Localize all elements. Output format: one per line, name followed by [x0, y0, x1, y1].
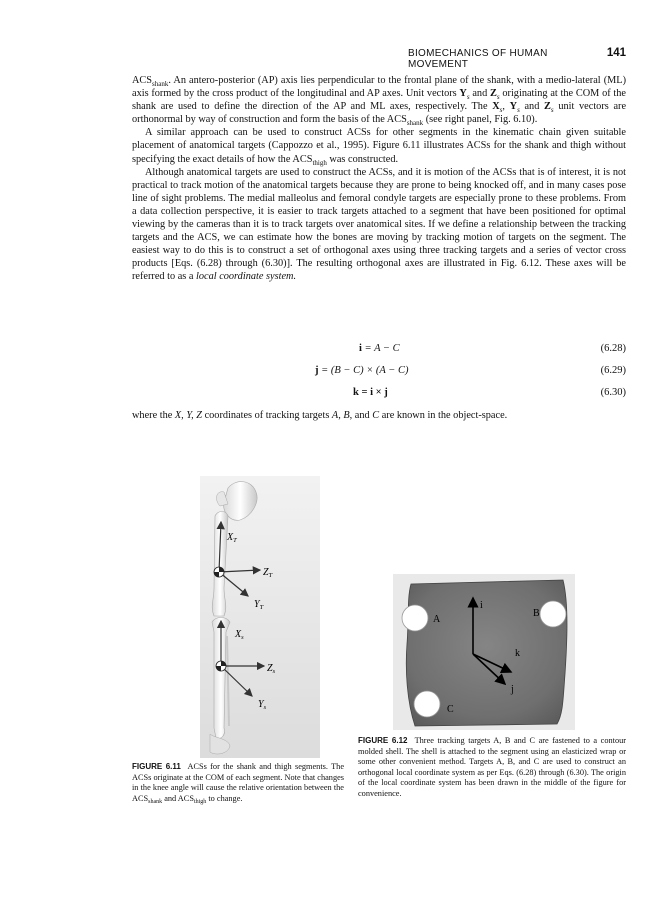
- text-run: are known in the object-space.: [379, 410, 508, 421]
- where-sentence: [132, 410, 626, 421]
- page-number: 141: [606, 47, 626, 59]
- subscript: thigh: [312, 158, 327, 167]
- subscript: shank: [152, 80, 169, 88]
- eq-lhs: j: [315, 365, 319, 376]
- text-run: and: [519, 101, 545, 113]
- label-subscript: T: [259, 604, 264, 611]
- subscript: thigh: [193, 798, 207, 805]
- label-subscript: s: [263, 704, 267, 711]
- paragraph-2: [132, 126, 626, 165]
- label-b: B: [533, 608, 540, 619]
- emphasis: A, B,: [331, 410, 353, 421]
- equation-6-29: [132, 365, 626, 379]
- label-c: C: [447, 704, 454, 715]
- figure-6-11-leg-acs: [200, 476, 320, 758]
- text-run: A similar approach can be used to construct ACSs for other segments in the kinematic chain given suitable placement of anatomical targets (Cappozzo et al., 1995). Figure 6.11 illustrates ACSs for the shank and thigh without specifying the exact details of how the ACS: [132, 127, 626, 165]
- label-yt: Y: [254, 599, 260, 610]
- vector-symbol: Z: [544, 101, 551, 113]
- equation-number: (6.30): [600, 387, 626, 398]
- subscript: s: [499, 106, 503, 115]
- eq-lhs: k = i × j: [353, 387, 388, 398]
- text-run: Although anatomical targets are used to construct the ACSs, and it is motion of the ACSs that is of interest, it is not practical to track motion of the anatomical targets because they are prone to being knocked off, and in many cases pose line of sight problems. The medial malleolus and femoral condyle targets are especially prone to these problems. From a data collection perspective, it is easier to track targets attached to a segment that have been positioned for optimal viewing by the cameras than it is to track targets over anatomical sites. If we define a relationship between the tracking targets and the ACS, we can estimate how the bones are moving by tracking motion of targets on the segment. The easiest way to do this is to construct a set of orthogonal axes using three tracking targets and a series of vector cross products [Eqs. (6.28) through (6.30)]. The resulting orthogonal axes are illustrated in Fig. 6.12. These axes will be referred to as a: [132, 166, 626, 283]
- caption-figure-6-12: [358, 736, 626, 800]
- equation-number: (6.29): [600, 365, 626, 376]
- vector-symbol: Z: [490, 88, 497, 100]
- label-xt: X: [227, 532, 234, 543]
- subscript: s: [496, 93, 500, 102]
- caption-text: and ACS: [162, 793, 194, 803]
- text-run: (see right panel, Fig. 6.10).: [423, 114, 538, 126]
- target-b: [540, 601, 566, 627]
- caption-text: to change.: [206, 793, 243, 803]
- vector-symbol: Y: [459, 88, 467, 100]
- figure-label: FIGURE 6.12: [358, 736, 408, 745]
- text-run: unit vectors are orthonormal by way of construction and form the basis of the ACS: [132, 101, 627, 126]
- paragraph-1: [132, 74, 626, 126]
- label-i: i: [480, 600, 483, 611]
- text-run: ACS: [132, 75, 153, 86]
- body-text: [132, 74, 626, 284]
- paragraph-3: [132, 166, 626, 284]
- label-subscript: s: [241, 634, 244, 641]
- text-run: was constructed.: [326, 153, 399, 165]
- subscript: s: [550, 106, 554, 115]
- eq-rhs: = (B − C) × (A − C): [318, 365, 409, 376]
- subscript: s: [517, 106, 520, 115]
- running-header: [408, 47, 626, 70]
- label-subscript: T: [268, 572, 273, 579]
- caption-text: Three tracking targets A, B and C are fastened to a contour molded shell. The shell is attached to the segment using an elasticized wrap or some other convenient method. Targets A, B, and C are used to construct an orthogonal local coordinate system as per Eqs. (6.28) through (6.30). The origin of the local coordinate system has been drawn in the middle of the figure for convenience.: [358, 736, 627, 798]
- equation-6-28: [132, 343, 626, 357]
- figure-6-12-tracking-shell: [393, 574, 575, 730]
- caption-text: ACSs for the shank and thigh segments. The ACSs originate at the COM of each segment. Note that changes in the knee angle will cause the relative orientation between the ACS: [132, 762, 345, 803]
- vector-symbol: Y: [509, 101, 518, 113]
- label-xs: X: [235, 629, 242, 640]
- text-run: coordinates of tracking targets: [202, 410, 332, 421]
- target-c: [414, 691, 440, 717]
- vector-symbol: X: [492, 101, 500, 113]
- equation-number: (6.28): [600, 343, 626, 354]
- text-run: . An antero-posterior (AP) axis lies perpendicular to the frontal plane of the shank, with a medio-lateral (ML) axis formed by the cross product of the longitudinal and AP axes. Unit vectors: [132, 75, 626, 100]
- subscript: shank: [406, 119, 424, 128]
- text-run: originating at the COM of the shank are used to define the direction of the AP and ML axes, respectively. The: [132, 88, 627, 113]
- equation-6-30: [132, 387, 626, 401]
- label-a: A: [433, 614, 441, 625]
- subscript: shank: [148, 798, 163, 805]
- text-run: and: [469, 88, 490, 100]
- figure-label: FIGURE 6.11: [132, 762, 181, 771]
- label-ys: Y: [258, 699, 264, 710]
- eq-lhs: i: [359, 343, 362, 354]
- text-run: ,: [502, 101, 510, 113]
- text-run: where the: [132, 410, 175, 421]
- eq-rhs: = A − C: [361, 343, 400, 354]
- label-j: j: [511, 684, 514, 695]
- label-zt: Z: [263, 567, 269, 578]
- caption-figure-6-11: [132, 762, 344, 804]
- label-zs: Z: [267, 663, 273, 674]
- label-k: k: [515, 648, 520, 659]
- target-a: [402, 605, 428, 631]
- subscript: s: [466, 93, 470, 102]
- running-title: BIOMECHANICS OF HUMAN MOVEMENT: [408, 48, 548, 70]
- emphasis: local coordinate system.: [196, 271, 297, 283]
- label-subscript: T: [233, 537, 237, 544]
- emphasis: X, Y, Z: [174, 410, 202, 421]
- text-run: and: [352, 410, 373, 421]
- label-subscript: s: [272, 668, 276, 675]
- emphasis: C: [372, 410, 380, 421]
